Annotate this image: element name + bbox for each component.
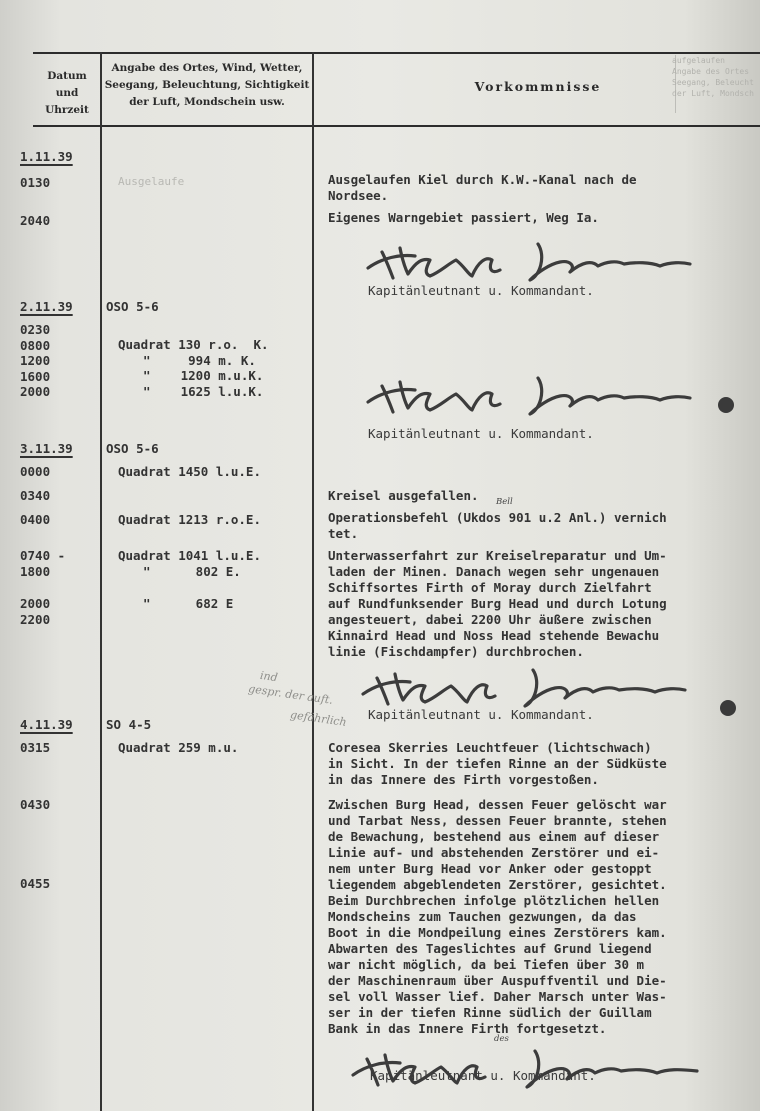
entry-text: Beim Durchbrechen infolge plötzlichen hellen [328,893,660,908]
pencil-marginalia: ind [259,668,279,685]
time-entry: 0800 [20,338,51,353]
time-entry: 0340 [20,488,51,503]
entry-text: war nicht möglich, da bei Tiefen über 30 m [328,957,645,972]
entry-text: Kinnaird Head und Noss Head stehende Bewachu [328,628,660,643]
bleed-line-1: aufgelaufen [672,56,725,65]
entry-text: Kreisel ausgefallen. [328,488,479,503]
entry-text: der Maschinenraum über Auspuffventil und Die- [328,973,667,988]
column-divider-1 [100,52,102,1111]
date-day2: 2.11.39 [20,299,73,314]
entry-text: in das Innere des Firth vorgestoßen. [328,772,599,787]
entry-text: sel voll Wasser lief. Daher Marsch unter Was- [328,989,667,1004]
table-top-rule [33,52,760,54]
entry-text: nem unter Burg Head vor Anker oder gestoppt [328,861,652,876]
entry-text: Operationsbefehl (Ukdos 901 u.2 Anl.) vernich [328,510,667,525]
entry-text: Zwischen Burg Head, dessen Feuer gelöscht war [328,797,667,812]
signature-caption: Kapitänleutnant u. Kommandant. [370,1068,596,1083]
entry-text: ser in der tiefen Rinne südlich der Guillam [328,1005,652,1020]
entry-text: liegendem abgeblendeten Zerstörer, gesichtet. [328,877,667,892]
header-angabe-line3: der Luft, Mondschein usw. [129,96,285,108]
commander-signature [360,372,700,422]
position-entry: " 1625 l.u.K. [143,384,264,399]
position-entry: Quadrat 1041 l.u.E. [118,548,261,563]
time-entry: 2000 [20,384,51,399]
time-entry: 0740 - [20,548,66,563]
date-day4: 4.11.39 [20,717,73,732]
signature-caption: Kapitänleutnant u. Kommandant. [368,707,594,722]
header-angabe-line2: Seegang, Beleuchtung, Sichtigkeit [104,79,310,91]
signature-caption: Kapitänleutnant u. Kommandant. [368,426,594,441]
entry-text: Eigenes Warngebiet passiert, Weg Ia. [328,210,599,225]
header-datum-line1: Datum [47,70,87,82]
entry-text: Bank in das Innere Firth fortgesetzt. [328,1021,607,1036]
header-angabe-line1: Angabe des Ortes, Wind, Wetter, [111,62,303,74]
time-entry: 0315 [20,740,51,755]
wind-entry: OSO 5-6 [106,299,159,314]
column-divider-2 [312,52,314,1111]
bleed-line-3: Seegang, Beleucht [672,78,754,87]
entry-text: Coresea Skerries Leuchtfeuer (lichtschwach) [328,740,652,755]
position-entry: Quadrat 1450 l.u.E. [118,464,261,479]
time-entry: 0000 [20,464,51,479]
handwritten-annotation: des [494,1034,509,1044]
time-entry: 2200 [20,612,51,627]
position-entry: Quadrat 130 r.o. K. [118,337,269,352]
entry-text: linie (Fischdampfer) durchbrochen. [328,644,584,659]
wind-entry: OSO 5-6 [106,441,159,456]
entry-text: Linie auf- und abstehenden Zerstörer und ei- [328,845,660,860]
commander-signature [360,236,700,286]
entry-text: angesteuert, dabei 2200 Uhr äußere zwischen [328,612,652,627]
date-day1: 1.11.39 [20,149,73,164]
entry-text: Mondscheins zum Tauchen gezwungen, da das [328,909,637,924]
entry-text: tet. [328,526,359,541]
position-entry: " 682 E [143,596,234,611]
time-entry: 0430 [20,797,51,812]
time-entry: 0455 [20,876,51,891]
time-entry: 0130 [20,175,51,190]
entry-text: und Tarbat Ness, dessen Feuer brannte, stehen [328,813,667,828]
signature-caption: Kapitänleutnant u. Kommandant. [368,283,594,298]
table-header-rule [33,125,760,127]
bleed-line-2: Angabe des Ortes [672,67,750,76]
time-entry: 0230 [20,322,51,337]
entry-text: Ausgelaufen Kiel durch K.W.-Kanal nach de [328,172,637,187]
time-entry: 1600 [20,369,51,384]
entry-text: Abwarten des Tageslichtes auf Grund liegend [328,941,652,956]
pencil-marginalia: gespr. der auft. [247,682,334,707]
time-entry: 2000 [20,596,51,611]
date-day3: 3.11.39 [20,441,73,456]
position-entry: Quadrat 259 m.u. [118,740,239,755]
time-entry: 1800 [20,564,51,579]
ink-blot [718,397,734,413]
header-vorkommnisse: Vorkommnisse [474,79,602,94]
position-entry: " 994 m. K. [143,353,256,368]
entry-text: Schiffsortes Firth of Moray durch Zielfahrt [328,580,652,595]
entry-text: Unterwasserfahrt zur Kreiselreparatur und Um- [328,548,667,563]
entry-text: in Sicht. In der tiefen Rinne an der Südküste [328,756,667,771]
entry-text: Boot in die Mondpeilung eines Zerstörers kam. [328,925,667,940]
pencil-marginalia: gefährlich [289,708,348,729]
entry-text: auf Rundfunksender Burg Head und durch Lotung [328,596,667,611]
header-datum-line2: und [55,87,79,99]
handwritten-annotation: Bell [496,497,513,507]
header-datum [36,68,98,119]
time-entry: 1200 [20,353,51,368]
entry-text: de Bewachung, bestehend aus einem auf dieser [328,829,660,844]
position-entry: Quadrat 1213 r.o.E. [118,512,261,527]
entry-text: Nordsee. [328,188,389,203]
ink-blot [720,700,736,716]
position-entry: " 802 E. [143,564,241,579]
entry-text: laden der Minen. Danach wegen sehr ungenauen [328,564,660,579]
time-entry: 0400 [20,512,51,527]
header-datum-line3: Uhrzeit [45,104,89,116]
wind-entry: SO 4-5 [106,717,152,732]
bleed-line-4: der Luft, Mondsch [672,89,754,98]
time-entry: 2040 [20,213,51,228]
faint-erased-text: Ausgelaufe [118,175,185,188]
position-entry: " 1200 m.u.K. [143,368,264,383]
header-angabe [104,60,310,111]
